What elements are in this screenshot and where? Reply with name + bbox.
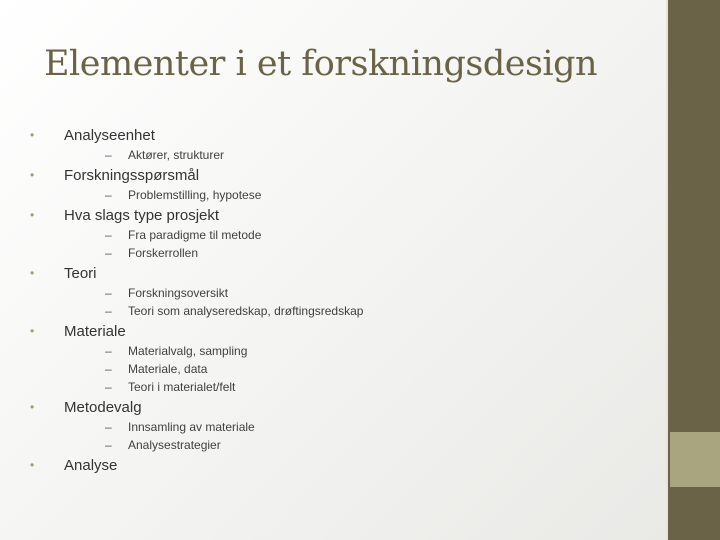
sub-bullet-text: Analysestrategier xyxy=(128,438,221,452)
bullet-marker: • xyxy=(30,128,35,142)
bullet-text: Hva slags type prosjekt xyxy=(64,207,220,224)
dash-marker: – xyxy=(105,304,112,318)
sub-bullet-item xyxy=(99,244,650,262)
dash-marker: – xyxy=(105,228,112,242)
dash-marker: – xyxy=(105,344,112,358)
dash-marker: – xyxy=(105,246,112,260)
side-bar-divider xyxy=(666,0,668,540)
sub-bullet-text: Materialvalg, sampling xyxy=(128,344,248,358)
dash-marker: – xyxy=(105,420,112,434)
sub-bullet-item xyxy=(99,186,650,204)
dash-marker: – xyxy=(105,380,112,394)
bullet-item xyxy=(30,166,650,204)
bullet-marker: • xyxy=(30,208,35,222)
sub-bullet-item xyxy=(99,342,650,360)
bullet-item xyxy=(30,126,650,164)
sub-bullet-text: Aktører, strukturer xyxy=(128,148,225,162)
dash-marker: – xyxy=(105,438,112,452)
dash-marker: – xyxy=(105,148,112,162)
bullet-text: Forskningsspørsmål xyxy=(64,167,200,184)
dash-marker: – xyxy=(105,286,112,300)
sub-bullet-item xyxy=(99,378,650,396)
sub-bullet-item xyxy=(99,360,650,378)
sub-bullet-text: Problemstilling, hypotese xyxy=(128,188,262,202)
sub-bullet-item xyxy=(99,436,650,454)
sub-bullet-text: Teori i materialet/felt xyxy=(128,380,236,394)
bullet-item xyxy=(30,322,650,396)
bullet-text: Metodevalg xyxy=(64,399,142,416)
side-bar-accent-block xyxy=(670,432,720,487)
dash-marker: – xyxy=(105,188,112,202)
bullet-text: Analyse xyxy=(64,457,118,474)
sub-bullet-text: Forskerrollen xyxy=(128,246,199,260)
bullet-item xyxy=(30,206,650,262)
bullet-marker: • xyxy=(30,266,35,280)
bullet-item xyxy=(30,398,650,454)
bullet-marker: • xyxy=(30,458,35,472)
bullet-item xyxy=(30,264,650,320)
sub-bullet-text: Innsamling av materiale xyxy=(128,420,255,434)
sub-bullet-list xyxy=(64,418,650,454)
sub-bullet-list xyxy=(64,342,650,396)
sub-bullet-item xyxy=(99,302,650,320)
dash-marker: – xyxy=(105,362,112,376)
bullet-text: Materiale xyxy=(64,323,126,340)
bullet-marker: • xyxy=(30,400,35,414)
bullet-item xyxy=(30,456,650,475)
sub-bullet-list xyxy=(64,226,650,262)
sub-bullet-item xyxy=(99,146,650,164)
sub-bullet-text: Materiale, data xyxy=(128,362,208,376)
sub-bullet-list xyxy=(64,146,650,164)
sub-bullet-text: Teori som analyseredskap, drøftingsredskap xyxy=(128,304,364,318)
sub-bullet-text: Fra paradigme til metode xyxy=(128,228,262,242)
sub-bullet-list xyxy=(64,284,650,320)
bullet-marker: • xyxy=(30,168,35,182)
sub-bullet-item xyxy=(99,226,650,244)
bullet-marker: • xyxy=(30,324,35,338)
bullet-text: Teori xyxy=(64,265,97,282)
sub-bullet-item xyxy=(99,284,650,302)
sub-bullet-list xyxy=(64,186,650,204)
bullet-text: Analyseenhet xyxy=(64,127,155,144)
sub-bullet-item xyxy=(99,418,650,436)
bullet-list xyxy=(30,126,650,475)
slide-title: Elementer i et forskningsdesign xyxy=(44,44,598,84)
sub-bullet-text: Forskningsoversikt xyxy=(128,286,229,300)
